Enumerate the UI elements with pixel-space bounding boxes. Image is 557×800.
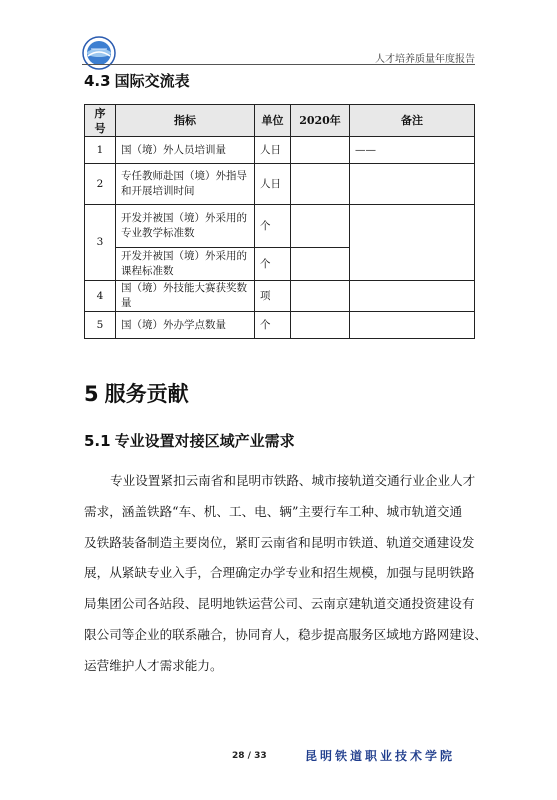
row-unit: 个 <box>255 205 291 248</box>
header-title: 人才培养质量年度报告 <box>375 54 475 65</box>
section-title: 专业设置对接区域产业需求 <box>114 432 295 450</box>
paragraph-line: 及铁路装备制造主要岗位，紧盯云南省和昆明市铁道、轨道交通建设发 <box>84 534 475 550</box>
row-value-2020 <box>291 281 350 312</box>
row-unit: 人日 <box>255 164 291 205</box>
table-row <box>85 281 475 312</box>
section-number: 5.1 <box>84 432 111 450</box>
row-index: 2 <box>85 164 116 205</box>
row-unit: 人日 <box>255 137 291 164</box>
row-value-2020 <box>291 205 350 248</box>
row-note <box>350 281 475 312</box>
chapter-number: 5 <box>84 382 99 406</box>
international-exchange-table <box>84 104 475 339</box>
chapter-heading-5 <box>84 378 189 408</box>
row-value-2020 <box>291 312 350 339</box>
paragraph-line: 局集团公司各站段、昆明地铁运营公司、云南京建轨道交通投资建设有 <box>84 596 475 612</box>
header-divider <box>82 64 475 65</box>
column-header: 单位 <box>255 105 291 137</box>
row-indicator: 开发并被国（境）外采用的课程标准数 <box>116 248 255 281</box>
paragraph-line: 展，从紧缺专业入手，合理确定办学专业和招生规模，加强与昆明铁路 <box>84 565 475 581</box>
row-note: —— <box>350 137 475 164</box>
row-indicator: 专任教师赴国（境）外指导和开展培训时间 <box>116 164 255 205</box>
table-row <box>85 137 475 164</box>
section-number: 4.3 <box>84 72 111 90</box>
row-indicator: 国（境）外办学点数量 <box>116 312 255 339</box>
row-indicator: 开发并被国（境）外采用的专业教学标准数 <box>116 205 255 248</box>
row-indicator: 国（境）外人员培训量 <box>116 137 255 164</box>
table-row <box>85 205 475 248</box>
table-row <box>85 164 475 205</box>
page-number: 28 / 33 <box>232 751 267 761</box>
chapter-title: 服务贡献 <box>104 382 189 406</box>
column-header: 2020年 <box>291 105 350 137</box>
section-heading-4-3 <box>84 70 190 91</box>
footer-school-name: 昆明铁道职业技术学院 <box>305 749 456 763</box>
table-row <box>85 312 475 339</box>
row-index: 1 <box>85 137 116 164</box>
body-paragraph <box>84 466 487 682</box>
row-note <box>350 312 475 339</box>
row-indicator: 国（境）外技能大赛获奖数量 <box>116 281 255 312</box>
column-header: 指标 <box>116 105 255 137</box>
section-heading-5-1 <box>84 430 295 451</box>
paragraph-line: 需求，涵盖铁路“车、机、工、电、辆”主要行车工种、城市轨道交通 <box>84 503 463 519</box>
column-header: 备注 <box>350 105 475 137</box>
paragraph-line: 限公司等企业的联系融合，协同育人，稳步提高服务区域地方路网建设、 <box>84 626 487 642</box>
row-index: 4 <box>85 281 116 312</box>
row-index: 3 <box>85 205 116 281</box>
paragraph-line: 专业设置紧扣云南省和昆明市铁路、城市接轨道交通行业企业人才 <box>110 473 476 488</box>
row-note <box>350 205 475 281</box>
row-note <box>350 164 475 205</box>
paragraph-line: 运营维护人才需求能力。 <box>84 657 223 673</box>
row-unit: 个 <box>255 312 291 339</box>
row-unit: 项 <box>255 281 291 312</box>
row-unit: 个 <box>255 248 291 281</box>
table-header-row <box>85 105 475 137</box>
column-header: 序号 <box>85 105 116 137</box>
row-value-2020 <box>291 248 350 281</box>
row-value-2020 <box>291 164 350 205</box>
section-title: 国际交流表 <box>114 72 190 90</box>
row-index: 5 <box>85 312 116 339</box>
row-value-2020 <box>291 137 350 164</box>
